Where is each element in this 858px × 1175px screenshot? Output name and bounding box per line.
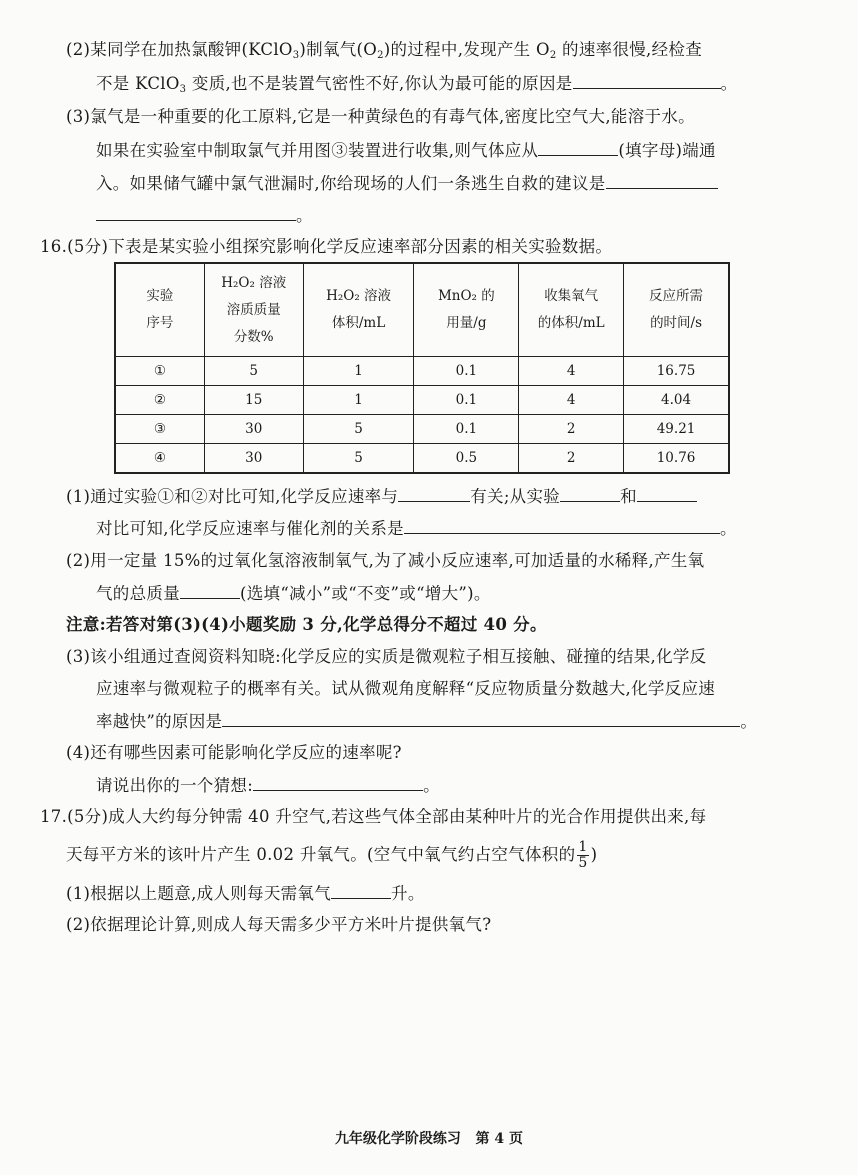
q16-p4-line2: 请说出你的一个猜想: 。: [96, 776, 440, 795]
table-cell: 5: [204, 357, 303, 386]
q16-p3-line1: (3)该小组通过查阅资料知晓:化学反应的实质是微观粒子相互接触、碰撞的结果,化学反: [66, 647, 707, 666]
q16-p2-line1: (2)用一定量 15%的过氧化氢溶液制氧气,为了减小反应速率,可加适量的水稀释,产生氧: [66, 551, 705, 570]
q16-p3-line3: 率越快”的原因是 。: [96, 712, 758, 731]
table-cell: 1: [303, 357, 414, 386]
table-row: [115, 357, 729, 386]
answer-blank[interactable]: [96, 204, 296, 221]
answer-blank[interactable]: [331, 882, 391, 899]
answer-blank[interactable]: [222, 710, 740, 727]
answer-blank[interactable]: [404, 517, 720, 534]
q16-p1-line1: (1)通过实验①和②对比可知,化学反应速率与 有关;从实验 和: [66, 485, 697, 508]
table-cell: ③: [115, 415, 204, 444]
table-cell: 2: [519, 415, 624, 444]
q16-intro: 16.(5分)下表是某实验小组探究影响化学反应速率部分因素的相关实验数据。: [40, 237, 613, 256]
table-row: [115, 386, 729, 415]
header-cell: 收集氧气 的体积/mL: [519, 263, 624, 357]
answer-blank[interactable]: [637, 485, 697, 502]
answer-blank[interactable]: [606, 172, 718, 189]
table-cell: 4: [519, 357, 624, 386]
table-cell: 5: [303, 444, 414, 474]
table-cell: 0.5: [414, 444, 519, 474]
q16-p3-line2: 应速率与微观粒子的概率有关。试从微观角度解释“反应物质量分数越大,化学反应速: [96, 679, 716, 698]
q15-p3-line4: 。: [96, 204, 313, 227]
q16-p1-line2: 对比可知,化学反应速率与催化剂的关系是 。: [96, 519, 737, 538]
header-cell: MnO₂ 的 用量/g: [414, 263, 519, 357]
header-cell: H₂O₂ 溶液 体积/mL: [303, 263, 414, 357]
table-cell: ①: [115, 357, 204, 386]
table-cell: 2: [519, 444, 624, 474]
q15-p3-line3: 入。如果储气罐中氯气泄漏时,你给现场的人们一条逃生自救的建议是: [96, 172, 718, 195]
q15-p2-line1: (2)某同学在加热氯酸钾(KClO$_3$)制氧气$(O_2)$的过程中,发现产生 $O_2$ 的速率很慢,经检查: [66, 40, 703, 61]
q15-p3-line1: (3)氯气是一种重要的化工原料,它是一种黄绿色的有毒气体,密度比空气大,能溶于水。: [66, 107, 695, 126]
answer-blank[interactable]: [538, 139, 618, 156]
answer-blank[interactable]: [180, 582, 240, 599]
table-header-row: [115, 263, 729, 357]
table-cell: 10.76: [624, 444, 729, 474]
table-cell: 0.1: [414, 386, 519, 415]
q17-line2: 天每平方米的该叶片产生 0.02 升氧气。(空气中氧气约占空气体积的 $\frac{1}{5}$ ): [66, 839, 598, 871]
table-row: [115, 415, 729, 444]
header-cell: 反应所需 的时间/s: [624, 263, 729, 357]
fraction-one-fifth: $\frac{1}{5}$: [578, 839, 588, 871]
q17-p2: (2)依据理论计算,则成人每天需多少平方米叶片提供氧气?: [66, 915, 492, 934]
table-cell: 5: [303, 415, 414, 444]
table-cell: 30: [204, 415, 303, 444]
table-cell: ②: [115, 386, 204, 415]
experiment-data-table: [114, 262, 730, 474]
table-cell: 16.75: [624, 357, 729, 386]
answer-blank[interactable]: [253, 774, 423, 791]
table-cell: 4.04: [624, 386, 729, 415]
page-footer: 九年级化学阶段练习 第 4 页: [334, 1131, 524, 1147]
q16-p4-line1: (4)还有哪些因素可能影响化学反应的速率呢?: [66, 743, 402, 762]
table-cell: 49.21: [624, 415, 729, 444]
q17-line1: 17.(5分)成人大约每分钟需 40 升空气,若这些气体全部由某种叶片的光合作用提供出来,每: [40, 807, 707, 826]
table-cell: 15: [204, 386, 303, 415]
bonus-note: 注意:若答对第(3)(4)小题奖励 3 分,化学总得分不超过 40 分。: [66, 615, 547, 634]
table-row: [115, 444, 729, 474]
table-cell: 1: [303, 386, 414, 415]
answer-blank[interactable]: [560, 485, 620, 502]
q16-p2-line2: 气的总质量 (选填“减小”或“不变”或“增大”)。: [96, 584, 491, 603]
answer-blank[interactable]: [398, 485, 470, 502]
q15-p3-line2: 如果在实验室中制取氯气并用图③装置进行收集,则气体应从 (填字母)端通: [96, 141, 716, 160]
table-cell: 30: [204, 444, 303, 474]
table-cell: 4: [519, 386, 624, 415]
answer-blank[interactable]: [573, 72, 721, 89]
header-cell: 实验 序号: [115, 263, 204, 357]
table-cell: 0.1: [414, 357, 519, 386]
header-cell: H₂O₂ 溶液 溶质质量 分数%: [204, 263, 303, 357]
q17-p1: (1)根据以上题意,成人则每天需氧气 升。: [66, 884, 425, 903]
table-cell: 0.1: [414, 415, 519, 444]
q15-p2-line2: 不是 KClO$_3$ 变质,也不是装置气密性不好,你认为最可能的原因是 。: [96, 74, 738, 95]
table-cell: ④: [115, 444, 204, 474]
